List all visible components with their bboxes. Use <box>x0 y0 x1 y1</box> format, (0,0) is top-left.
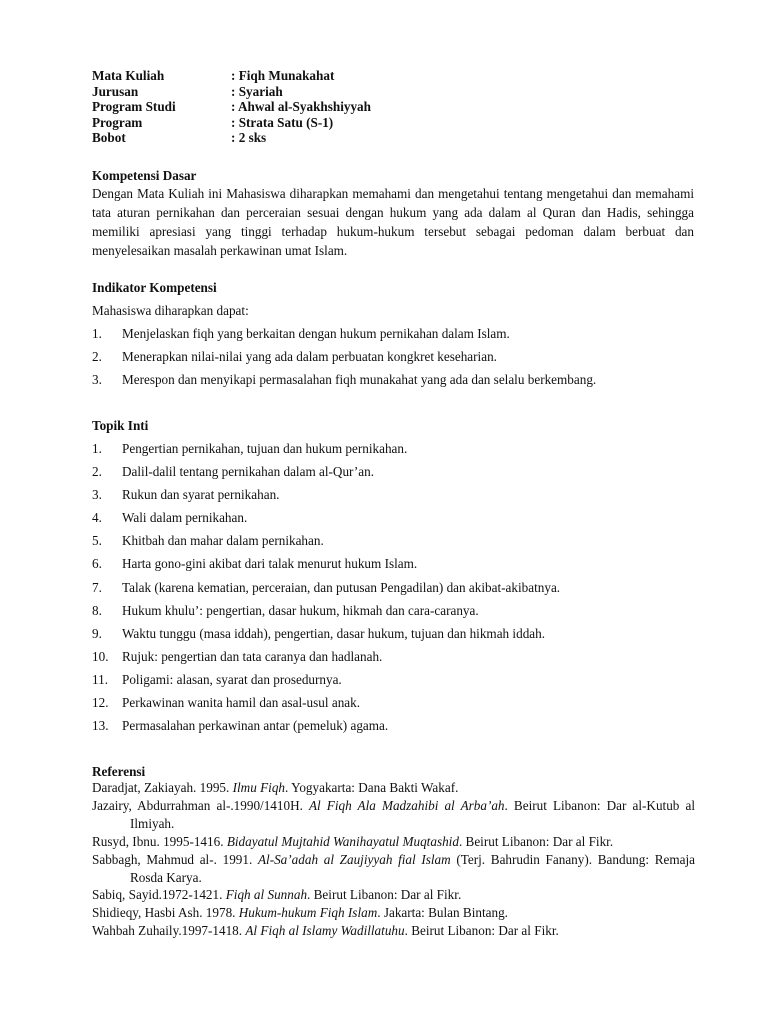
list-text: Rukun dan syarat pernikahan. <box>122 487 280 503</box>
info-row-program <box>92 115 371 131</box>
list-text: Perkawinan wanita hamil dan asal-usul anak. <box>122 695 361 711</box>
list-item <box>92 556 702 579</box>
list-text: Merespon dan menyikapi permasalahan fiqh munakahat yang ada dan selalu berkembang. <box>122 372 597 388</box>
list-item <box>92 349 702 372</box>
ref-author: Rusyd, Ibnu. 1995-1416. <box>92 833 227 849</box>
list-number: 7. <box>92 579 102 595</box>
list-item <box>92 464 702 487</box>
list-item <box>92 372 702 395</box>
list-number: 8. <box>92 602 102 618</box>
list-item <box>92 626 702 649</box>
list-text: Dalil-dalil tentang pernikahan dalam al-Qur’an. <box>122 464 375 480</box>
info-label: Program Studi <box>92 99 176 114</box>
info-label: Bobot <box>92 130 126 145</box>
ref-title: Hukum-hukum Fiqh Islam <box>238 905 378 921</box>
ref-publisher: . Beirut Libanon: Dar al Fikr. <box>307 887 462 903</box>
list-item <box>92 533 702 556</box>
ref-publisher: (Terj. Bahrudin Fanany). Bandung: Remaja Rosda Karya. <box>130 851 695 885</box>
ref-author: Wahbah Zuhaily.1997-1418. <box>92 923 246 939</box>
list-item <box>92 580 702 603</box>
info-value: : Ahwal al-Syakhshiyyah <box>231 99 371 114</box>
list-text: Permasalahan perkawinan antar (pemeluk) agama. <box>122 718 389 734</box>
list-number: 10. <box>92 648 109 664</box>
list-number: 11. <box>92 671 108 687</box>
reference-list <box>92 779 695 940</box>
list-text: Wali dalam pernikahan. <box>122 510 248 526</box>
kompetensi-body: Dengan Mata Kuliah ini Mahasiswa diharapkan memahami dan mengetahui tentang mengetahui dan memahami tata aturan pernikahan dan perceraian sesuai dengan hukum yang ada dalam al Quran dan Hadis, sehingga memiliki apresiasi yang tinggi terhadap hukum-hukum tersebut sebagai pedoman dalam berbuat dan menyelesaikan masalah perkawinan umat Islam. <box>92 186 694 258</box>
ref-author: Jazairy, Abdurrahman al-.1990/1410H. <box>92 797 309 813</box>
ref-publisher: . Yogyakarta: Dana Bakti Wakaf. <box>285 780 459 795</box>
list-text: Hukum khulu’: pengertian, dasar hukum, hikmah dan cara-caranya. <box>122 602 479 618</box>
ref-publisher: . Beirut Libanon: Dar al-Kutub al Ilmiyah. <box>130 797 695 831</box>
topik-list <box>92 441 702 741</box>
ref-publisher: . Beirut Libanon: Dar al Fikr. <box>404 923 559 939</box>
indikator-list <box>92 326 702 395</box>
reference-item <box>92 904 695 922</box>
list-text: Harta gono-gini akibat dari talak menurut hukum Islam. <box>122 556 418 572</box>
reference-item <box>92 797 695 833</box>
ref-title: Al-Sa’adah al Zaujiyyah fial Islam <box>257 851 451 867</box>
indikator-intro: Mahasiswa diharapkan dapat: <box>92 303 249 318</box>
topik-heading: Topik Inti <box>92 418 149 433</box>
list-item <box>92 718 702 741</box>
list-item <box>92 695 702 718</box>
ref-title: Ilmu Fiqh <box>232 780 286 795</box>
list-text: Rujuk: pengertian dan tata caranya dan hadlanah. <box>122 648 383 664</box>
info-row-mata-kuliah <box>92 68 371 84</box>
course-info <box>92 68 371 146</box>
info-value: : Fiqh Munakahat <box>231 68 335 83</box>
list-number: 3. <box>92 372 102 388</box>
reference-item <box>92 922 695 940</box>
list-text: Menjelaskan fiqh yang berkaitan dengan hukum pernikahan dalam Islam. <box>122 326 510 341</box>
ref-publisher: . Jakarta: Bulan Bintang. <box>377 905 508 921</box>
info-label: Jurusan <box>92 83 139 99</box>
ref-author: Shidieqy, Hasbi Ash. 1978. <box>92 905 239 921</box>
indikator-heading: Indikator Kompetensi <box>92 280 217 295</box>
reference-item <box>92 851 695 887</box>
info-row-jurusan <box>92 84 371 100</box>
list-item <box>92 672 702 695</box>
reference-item <box>92 779 695 797</box>
list-number: 2. <box>92 464 102 480</box>
list-number: 9. <box>92 625 102 641</box>
reference-item <box>92 833 695 851</box>
ref-publisher: . Beirut Libanon: Dar al Fikr. <box>458 833 614 849</box>
info-value: : Strata Satu (S-1) <box>231 114 334 130</box>
list-item <box>92 603 702 626</box>
ref-title: Al Fiqh al Islamy Wadillatuhu <box>245 923 405 939</box>
ref-title: Al Fiqh Ala Madzahibi al Arba’ah <box>309 797 505 813</box>
list-number: 3. <box>92 487 102 503</box>
info-value: : 2 sks <box>231 130 267 145</box>
list-number: 12. <box>92 695 109 711</box>
list-number: 4. <box>92 510 102 526</box>
list-item <box>92 649 702 672</box>
list-text: Menerapkan nilai-nilai yang ada dalam perbuatan kongkret keseharian. <box>122 349 497 365</box>
kompetensi-heading: Kompetensi Dasar <box>92 168 197 183</box>
list-item <box>92 441 702 464</box>
referensi-heading: Referensi <box>92 764 146 779</box>
info-value: : Syariah <box>231 83 283 99</box>
list-text: Poligami: alasan, syarat dan prosedurnya. <box>122 671 342 687</box>
ref-title: Fiqh al Sunnah <box>225 887 308 903</box>
list-number: 2. <box>92 349 102 365</box>
list-number: 6. <box>92 556 102 572</box>
list-text: Waktu tunggu (masa iddah), pengertian, dasar hukum, tujuan dan hikmah iddah. <box>122 625 546 641</box>
info-label: Mata Kuliah <box>92 68 165 83</box>
list-item <box>92 326 702 349</box>
list-item <box>92 510 702 533</box>
list-number: 5. <box>92 533 102 549</box>
ref-author: Daradjat, Zakiayah. 1995. <box>92 780 233 795</box>
info-row-bobot <box>92 130 371 146</box>
list-text: Pengertian pernikahan, tujuan dan hukum pernikahan. <box>122 441 408 456</box>
ref-title: Bidayatul Mujtahid Wanihayatul Muqtashid <box>226 833 459 849</box>
info-label: Program <box>92 114 143 130</box>
list-text: Talak (karena kematian, perceraian, dan putusan Pengadilan) dan akibat-akibatnya. <box>122 579 561 595</box>
ref-author: Sabiq, Sayid.1972-1421. <box>92 887 226 903</box>
list-number: 1. <box>92 441 102 456</box>
list-item <box>92 487 702 510</box>
ref-author: Sabbagh, Mahmud al-. 1991. <box>92 851 258 867</box>
info-row-program-studi <box>92 99 371 115</box>
reference-item <box>92 886 695 904</box>
list-number: 13. <box>92 718 109 734</box>
list-text: Khitbah dan mahar dalam pernikahan. <box>122 533 324 549</box>
list-number: 1. <box>92 326 102 341</box>
